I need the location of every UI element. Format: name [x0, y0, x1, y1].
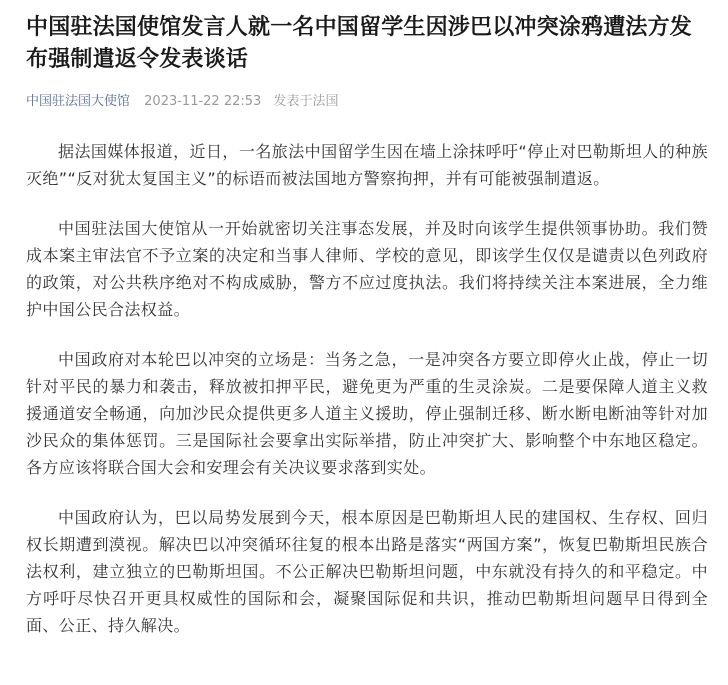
- publish-date: 2023-11-22 22:53: [144, 94, 262, 109]
- paragraph: 中国驻法国大使馆从一开始就密切关注事态发展，并及时向该学生提供领事协助。我们赞成本案主审法官不予立案的决定和当事人律师、学校的意见，即该学生仅仅是谴责以色列政府的政策，对公共秩序绝对不构成威胁，警方不应过度执法。我们将持续关注本案进展，全力维护中国公民合法权益。: [26, 219, 708, 319]
- article-meta: [26, 92, 708, 112]
- paragraph: 中国政府对本轮巴以冲突的立场是：当务之急，一是冲突各方要立即停火止战，停止一切针对平民的暴力和袭击，释放被扣押平民，避免更为严重的生灵涂炭。二是要保障人道主义救援通道安全畅通，向加沙民众提供更多人道主义援助，停止强制迁移、断水断电断油等针对加沙民众的集体惩罚。三是国际社会要拿出实际举措，防止冲突扩大、影响整个中东地区稳定。各方应该将联合国大会和安理会有关决议要求落到实处。: [26, 350, 708, 477]
- article-body: [26, 138, 708, 639]
- author-link[interactable]: 中国驻法国大使馆: [26, 94, 131, 109]
- paragraph: 中国政府认为，巴以局势发展到今天，根本原因是巴勒斯坦人民的建国权、生存权、回归权长期遭到漠视。解决巴以冲突循环往复的根本出路是落实“两国方案”，恢复巴勒斯坦民族合法权利，建立独立的巴勒斯坦国。不公正解决巴勒斯坦问题，中东就没有持久的和平稳定。中方呼吁尽快召开更具权威性的国际和会，凝聚国际促和共识，推动巴勒斯坦问题早日得到全面、公正、持久解决。: [26, 508, 708, 635]
- paragraph: 据法国媒体报道，近日，一名旅法中国留学生因在墙上涂抹呼吁“停止对巴勒斯坦人的种族灭绝”“反对犹太复国主义”的标语而被法国地方警察拘押，并有可能被强制遣返。: [26, 142, 708, 188]
- publish-location: 发表于法国: [273, 94, 339, 109]
- article-title: 中国驻法国使馆发言人就一名中国留学生因涉巴以冲突涂鸦遭法方发布强制遣返令发表谈话: [26, 15, 693, 72]
